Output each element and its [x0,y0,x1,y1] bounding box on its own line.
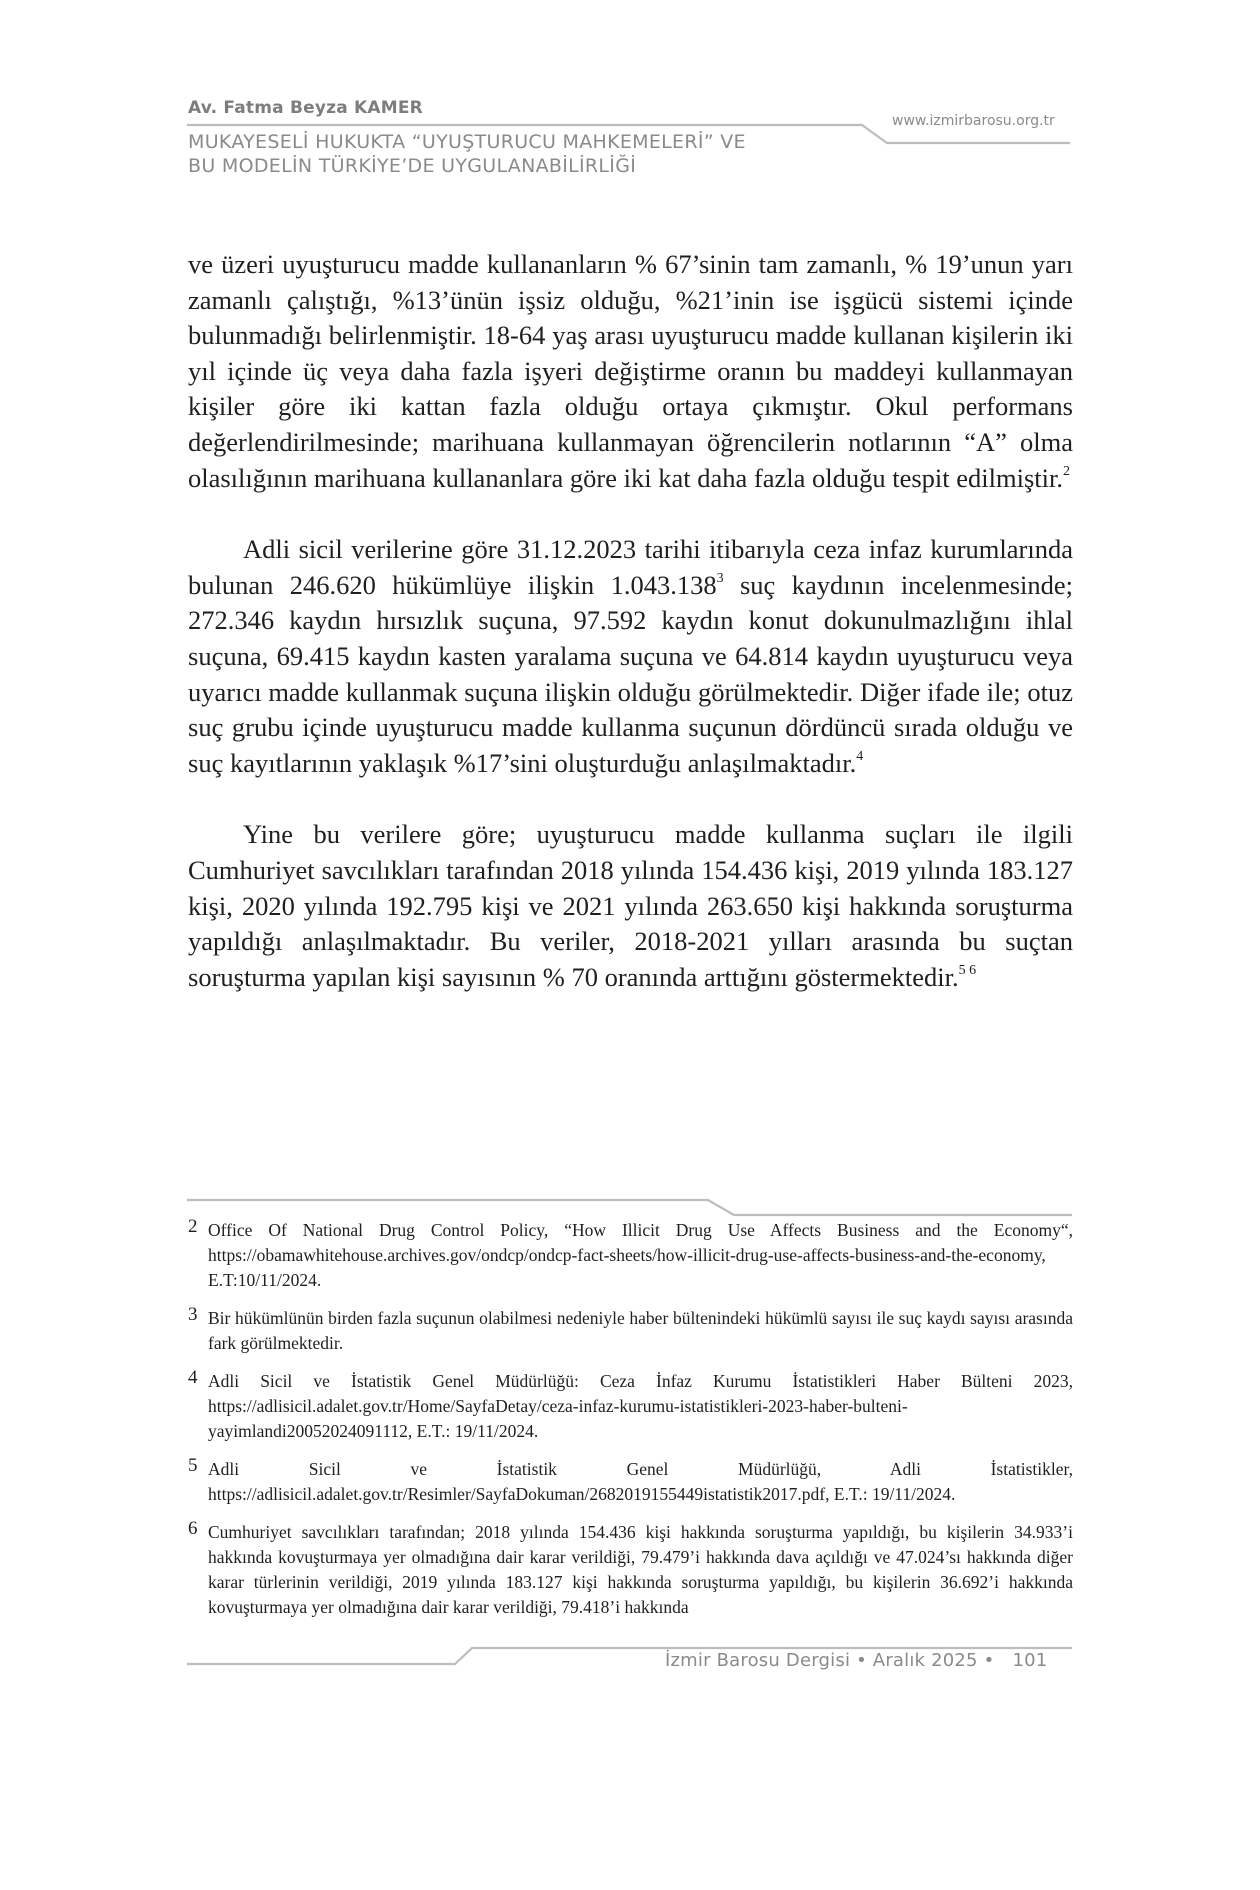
footnotes-section [188,1218,1073,1633]
article-body [188,247,1073,1031]
footnote-number: 6 [188,1518,198,1539]
body-paragraph-1: ve üzeri uyuşturucu madde kullananların % 67’sinin tam zamanlı, % 19’unun yarı zamanlı çalıştığı, %13’ünün işsiz olduğu, %21’inin ise işgücü sistemi içinde bulunmadığı belirlenmiştir. 18-64 yaş arası uyuşturucu madde kullanan kişilerin iki yıl içinde üç veya daha fazla işyeri değiştirme oranın bu maddeyi kullanmayan kişiler göre iki kattan fazla olduğu ortaya çıkmıştır. Okul performans değerlendirilmesinde; marihuana kullanmayan öğrencilerin notlarının “A” olma olasılığının marihuana kullananlara göre iki kat daha fazla olduğu tespit edilmiştir.$^2$ [188,249,1073,493]
footnote-number: 2 [188,1216,198,1237]
body-paragraph-3: Yine bu verilere göre; uyuşturucu madde kullanma suçları ile ilgili Cumhuriyet savcılıkları tarafından 2018 yılında 154.436 kişi, 2019 yılında 183.127 kişi, 2020 yılında 192.795 kişi ve 2021 yılında 263.650 kişi hakkında soruşturma yapıldığı anlaşılmaktadır. Bu veriler, 2018-2021 yılları arasında bu suçtan soruşturma yapılan kişi sayısının % 70 oranında arttığını göstermektedir.$^{5 6}$ [188,819,1073,992]
footnote-text: Bir hükümlünün birden fazla suçunun olabilmesi nedeniyle haber bültenindeki hükümlü sayısı ile suç kaydı sayısı arasında fark görülmektedir. [208,1308,1073,1353]
footnote-item [188,1520,1073,1620]
header-website-link[interactable]: www.izmirbarosu.org.tr [892,113,1055,129]
footnote-item [188,1369,1073,1444]
footnote-item [188,1457,1073,1507]
header-rule [187,125,1070,143]
footnote-ref-4[interactable]: 4 [856,748,864,764]
footnote-ref-2[interactable]: 2 [1063,463,1070,479]
footer-journal-name: İzmir Barosu Dergisi • Aralık 2025 • [665,1650,995,1671]
header-title-line-1: MUKAYESELİ HUKUKTA “UYUŞTURUCU MAHKEMELERİ” VE [188,131,746,153]
footnote-ref-3[interactable]: 3 [716,570,724,586]
footnote-text: Adli Sicil ve İstatistik Genel Müdürlüğü: Ceza İnfaz Kurumu İstatistikleri Haber Bülteni 2023, https://adlisicil.adalet.gov.tr/Home/SayfaDetay/ceza-infaz-kurumu-istatistikleri-2023-haber-bulteni-yayimlandi20052024091112, E.T.: 19/11/2024. [208,1371,1073,1441]
footnote-text: Office Of National Drug Control Policy, “How Illicit Drug Use Affects Business and the Economy“, https://obamawhitehouse.archives.gov/ondcp/ondcp-fact-sheets/how-illicit-drug-use-affects-business-and-the-economy, E.T:10/11/2024. [208,1220,1073,1290]
footnote-number: 4 [188,1367,198,1388]
footnote-item [188,1306,1073,1356]
footnote-item [188,1218,1073,1293]
header-author: Av. Fatma Beyza KAMER [188,98,423,118]
footnote-divider [187,1200,1072,1215]
page-number: 101 [1012,1650,1048,1671]
footnote-text: Adli Sicil ve İstatistik Genel Müdürlüğü, Adli İstatistikler, https://adlisicil.adalet.gov.tr/Resimler/SayfaDokuman/2682019155449istatistik2017.pdf, E.T.: 19/11/2024. [208,1459,1073,1504]
footnote-text: Cumhuriyet savcılıkları tarafından; 2018 yılında 154.436 kişi hakkında soruşturma yapıldığı, bu kişilerin 34.933’i hakkında kovuşturmaya yer olmadığına dair karar verildiği, 79.479’i hakkında dava açıldığı ve 47.024’sı hakkında diğer karar türlerinin verildiği, 2019 yılında 183.127 kişi hakkında soruşturma yapıldığı, bu kişilerin 36.692’i hakkında kovuşturmaya yer olmadığına dair karar verildiği, 79.418’i hakkında [208,1522,1073,1617]
footnote-number: 3 [188,1304,198,1325]
page-footer [665,1650,1047,1671]
footnote-number: 5 [188,1455,198,1476]
body-paragraph-2: Adli sicil verilerine göre 31.12.2023 tarihi itibarıyla ceza infaz kurumlarında bulunan 246.620 hükümlüye ilişkin 1.043.138$^3$ suç kaydının incelenmesinde; 272.346 kaydın hırsızlık suçuna, 97.592 kaydın konut dokunulmazlığını ihlal suçuna, 69.415 kaydın kasten yaralama suçuna ve 64.814 kaydın uyuşturucu veya uyarıcı madde kullanmak suçuna ilişkin olduğu görülmektedir. Diğer ifade ile; otuz suç grubu içinde uyuşturucu madde kullanma suçunun dördüncü sırada olduğu ve suç kayıtlarının yaklaşık %17’sini oluşturduğu anlaşılmaktadır.$^4$ [188,534,1074,778]
header-title-line-2: BU MODELİN TÜRKİYE’DE UYGULANABİLİRLİĞİ [188,155,637,177]
footnote-ref-5-6[interactable]: 5 6 [958,962,977,978]
